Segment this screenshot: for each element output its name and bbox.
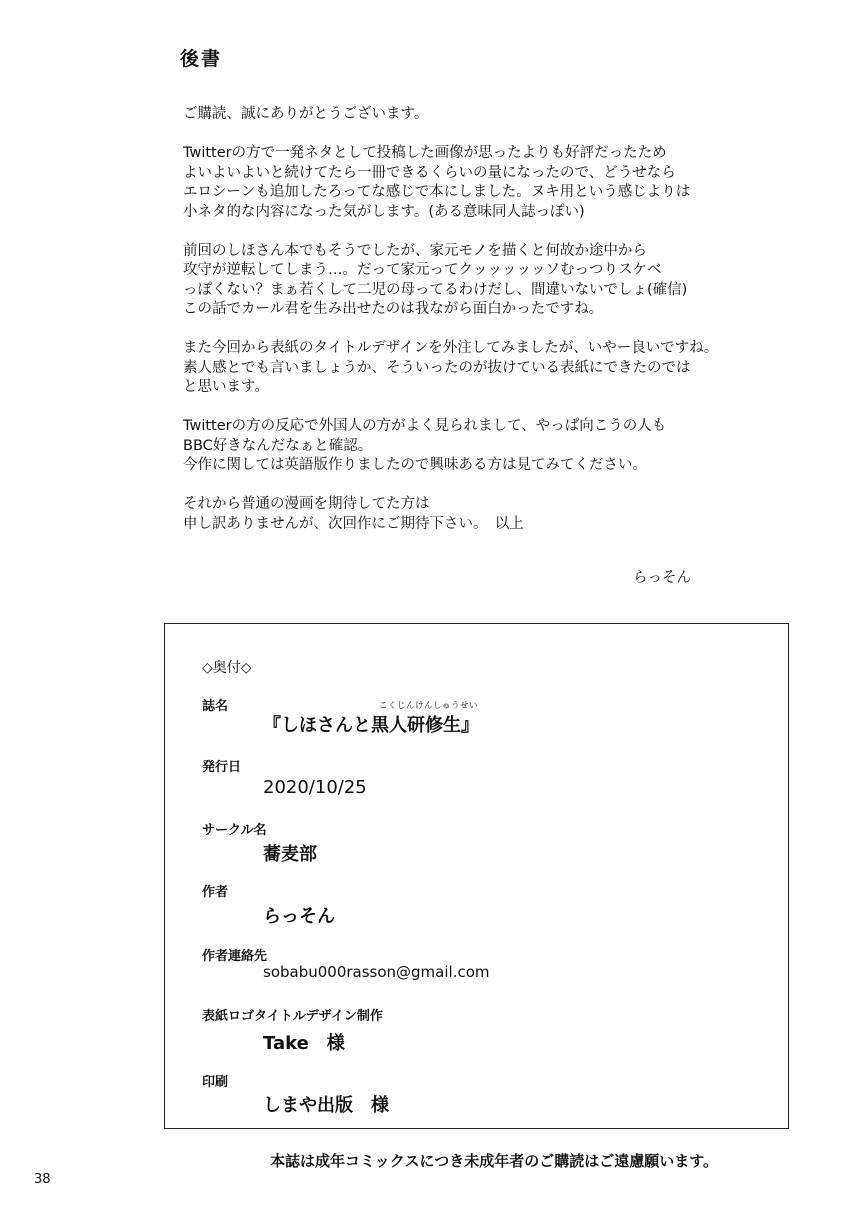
text-line: ご購読、誠にありがとうございます。 <box>183 106 429 122</box>
author-label: 作者 <box>202 885 229 900</box>
paragraph-cover-design <box>183 339 823 398</box>
paragraph-closing <box>183 495 823 534</box>
text-line: Twitterの方で一発ネタとして投稿した画像が思ったよりも好評だったため <box>183 145 667 161</box>
printer-label: 印刷 <box>202 1075 229 1090</box>
afterword-heading: 後書 <box>180 48 223 70</box>
contact-value: sobabu000rasson@gmail.com <box>263 963 490 981</box>
text-line: エロシーンも追加したろってな感じで本にしました。ヌキ用という感じよりは <box>183 184 691 200</box>
circle-value: 蕎麦部 <box>263 844 317 865</box>
text-line: BBC好きなんだなぁと確認。 <box>183 437 373 454</box>
text-line: 今作に関しては英語版作りましたので興味ある方は見てみてください。 <box>183 457 647 473</box>
text-line: 申し訳ありませんが、次回作にご期待下さい。 以上 <box>183 515 524 532</box>
text-line: と思います。 <box>183 379 269 395</box>
text-line: よいよいよいと続けてたら一冊できるくらいの量になったので、どうせなら <box>183 164 676 181</box>
text-line: また今回から表紙のタイトルデザインを外注してみましたが、いやー良いですね。 <box>183 340 719 356</box>
page-number: 38 <box>34 1172 51 1187</box>
text-line: 攻守が逆転してしまう…。だって家元ってクッッッッッソむっつりスケベ <box>183 262 662 278</box>
logo-design-value: Take 様 <box>263 1033 345 1054</box>
paragraph-english-version <box>183 417 823 476</box>
printer-value: しまや出版 様 <box>263 1095 389 1116</box>
text-line: 前回のしほさん本でもそうでしたが、家元モノを描くと何故か途中から <box>183 242 647 259</box>
text-line: Twitterの方の反応で外国人の方がよく見られまして、やっぱ向こうの人も <box>183 418 667 434</box>
contact-label: 作者連絡先 <box>202 949 268 964</box>
title-value: 『しほさんと黒人研修生』 <box>263 715 479 736</box>
paragraph-origin <box>183 144 823 222</box>
colophon-heading: ◇奥付◇ <box>202 660 252 676</box>
paragraph-greeting <box>183 105 823 125</box>
title-label: 誌名 <box>202 699 229 714</box>
date-label: 発行日 <box>202 760 242 775</box>
circle-label: サークル名 <box>202 823 267 838</box>
adult-notice: 本誌は成年コミックスにつき未成年者のご購読はご遠慮願います。 <box>270 1152 719 1170</box>
paragraph-previous-work <box>183 242 823 320</box>
logo-design-label: 表紙ロゴタイトルデザイン制作 <box>202 1009 383 1024</box>
text-line: この話でカール君を生み出せたのは我ながら面白かったですね。 <box>183 301 604 317</box>
afterword-signature: らっそん <box>633 570 691 586</box>
text-line: 小ネタ的な内容になった気がします。(ある意味同人誌っぽい) <box>183 203 585 220</box>
afterword-body <box>183 105 823 554</box>
date-value: 2020/10/25 <box>263 777 367 798</box>
author-value: らっそん <box>263 906 335 927</box>
title-ruby: こくじんけんしゅうせい <box>379 701 479 711</box>
text-line: っぽくない？まぁ若くして二児の母ってるわけだし、間違いないでしょ(確信) <box>183 281 688 298</box>
colophon-box <box>164 623 789 1129</box>
text-line: 素人感とでも言いましょうか、そういったのが抜けている表紙にできたのでは <box>183 359 691 376</box>
text-line: それから普通の漫画を期待してた方は <box>183 496 430 512</box>
